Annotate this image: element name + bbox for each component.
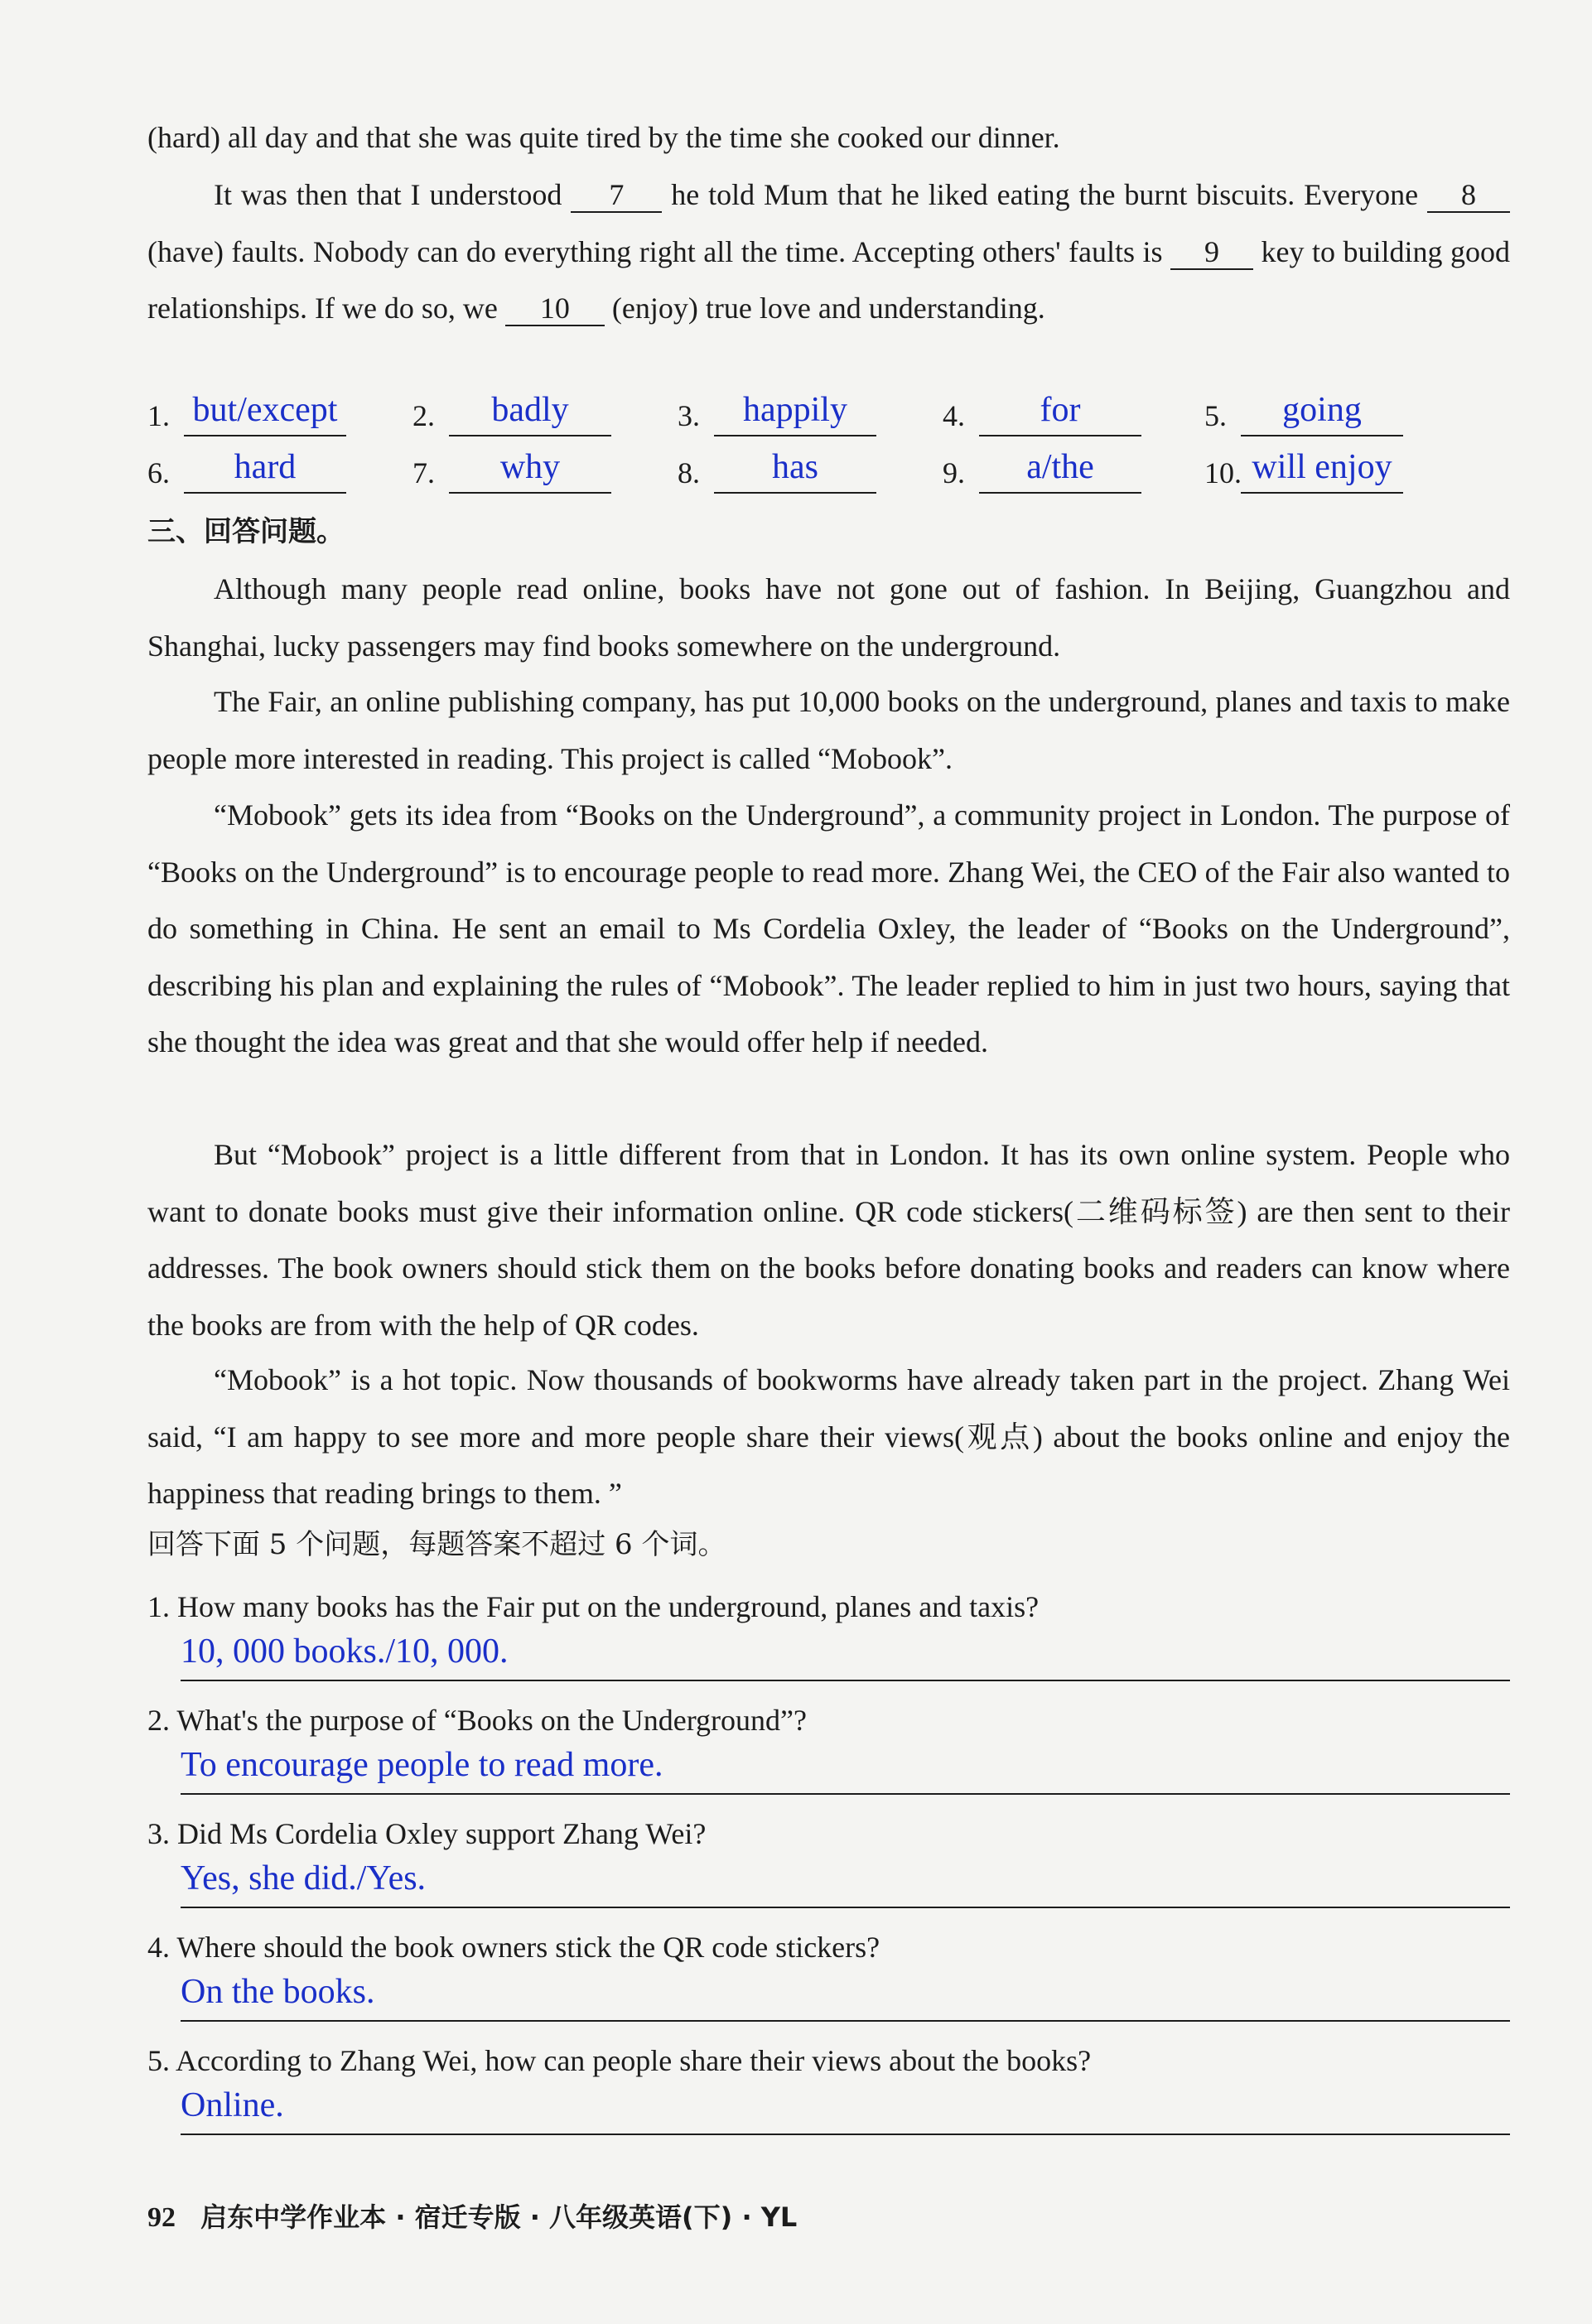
- handwritten-answer: why: [499, 448, 561, 486]
- answer-row-2: 6. hard 7. why 8. has 9. a/the 10. will enjoy: [147, 436, 1522, 494]
- handwritten-answer: Online.: [181, 2082, 1510, 2135]
- reading-paragraph-5: “Mobook” is a hot topic. Now thousands of bookworms have already taken part in the project. Zhang Wei said, “I am happy to see more and more people share their views(观点) about the books online and enjoy the happiness that reading brings to them. ”: [147, 1363, 1510, 1510]
- handwritten-answer: On the books.: [181, 1969, 1510, 2022]
- question-instruction: 回答下面 5 个问题，每题答案不超过 6 个词。: [147, 1528, 726, 1561]
- reading-paragraph-1: Although many people read online, books have not gone out of fashion. In Beijing, Guangzhou and Shanghai, lucky passengers may find books somewhere on the underground.: [147, 572, 1510, 663]
- answer-line: [979, 387, 1141, 436]
- question-block-3: [147, 1812, 1510, 1908]
- handwritten-answer: 10, 000 books./10, 000.: [181, 1628, 1510, 1681]
- answer-line: [449, 444, 611, 494]
- cloze-blank-9: 9: [1170, 235, 1253, 270]
- answer-line: [449, 387, 611, 436]
- handwritten-answer: will enjoy: [1252, 448, 1392, 486]
- question-text: 2. What's the purpose of “Books on the Underground”?: [147, 1704, 807, 1737]
- cloze-paragraph: It was then that I understood 7 he told Mum that he liked eating the burnt biscuits. Everyone 8 (have) faults. Nobody can do everything right all the time. Accepting others' faults is 9 key to building good relationships. If we do so, we 10 (enjoy) true love and understanding.: [147, 178, 1511, 325]
- handwritten-answer: but/except: [192, 391, 338, 429]
- cloze-blank-8: 8: [1427, 178, 1510, 213]
- page-footer: [147, 2196, 797, 2235]
- answer-line: [1241, 444, 1403, 494]
- section-heading: 三、回答问题。: [147, 515, 345, 548]
- reading-paragraph-3: “Mobook” gets its idea from “Books on the Underground”, a community project in London. The purpose of “Books on the Underground” is to encourage people to read more. Zhang Wei, the CEO of the Fair also wanted to do something in China. He sent an email to Ms Cordelia Oxley, the leader of “Books on the Underground”, describing his plan and explaining the rules of “Mobook”. The leader replied to him in just two hours, saying that she thought the idea was great and that she would offer help if needed.: [147, 798, 1510, 1058]
- page-number: 92: [147, 2202, 176, 2233]
- question-text: 4. Where should the book owners stick the QR code stickers?: [147, 1931, 880, 1964]
- answer-line: [979, 444, 1141, 494]
- question-block-2: [147, 1699, 1510, 1795]
- handwritten-answer: badly: [491, 391, 569, 429]
- answer-row-1: 1. but/except 2. badly 3. happily 4. for 5. going: [147, 379, 1522, 436]
- answer-line: [1241, 387, 1403, 436]
- reading-paragraph-4: But “Mobook” project is a little different from that in London. It has its own online system. People who want to donate books must give their information online. QR code stickers(二维码标签) are then sent to their addresses. The book owners should stick them on the books before donating books and readers can know where the books are from with the help of QR codes.: [147, 1138, 1510, 1342]
- passage-continuation-line: (hard) all day and that she was quite tired by the time she cooked our dinner.: [147, 121, 1060, 154]
- question-text: 5. According to Zhang Wei, how can people share their views about the books?: [147, 2044, 1092, 2077]
- cloze-blank-10: 10: [505, 292, 605, 326]
- handwritten-answer: going: [1282, 391, 1362, 429]
- question-block-1: [147, 1585, 1510, 1681]
- handwritten-answer: a/the: [1026, 448, 1094, 486]
- handwritten-answer: To encourage people to read more.: [181, 1742, 1510, 1795]
- handwritten-answer: has: [772, 448, 818, 486]
- reading-paragraph-2: The Fair, an online publishing company, has put 10,000 books on the underground, planes and taxis to make people more interested in reading. This project is called “Mobook”.: [147, 685, 1510, 775]
- cloze-answer-grid: [147, 379, 1522, 494]
- handwritten-answer: for: [1040, 391, 1081, 429]
- handwritten-answer: happily: [743, 391, 847, 429]
- question-text: 3. Did Ms Cordelia Oxley support Zhang Wei?: [147, 1817, 707, 1850]
- question-block-5: [147, 2039, 1510, 2135]
- question-block-4: [147, 1926, 1510, 2022]
- answer-line: [714, 444, 876, 494]
- answer-line: [184, 387, 346, 436]
- book-title: 启东中学作业本 · 宿迁专版 · 八年级英语(下) · YL: [200, 2201, 798, 2233]
- answer-line: [714, 387, 876, 436]
- answer-line: [184, 444, 346, 494]
- question-text: 1. How many books has the Fair put on the underground, planes and taxis?: [147, 1590, 1040, 1623]
- handwritten-answer: hard: [234, 448, 297, 486]
- cloze-blank-7: 7: [571, 178, 662, 213]
- handwritten-answer: Yes, she did./Yes.: [181, 1855, 1510, 1908]
